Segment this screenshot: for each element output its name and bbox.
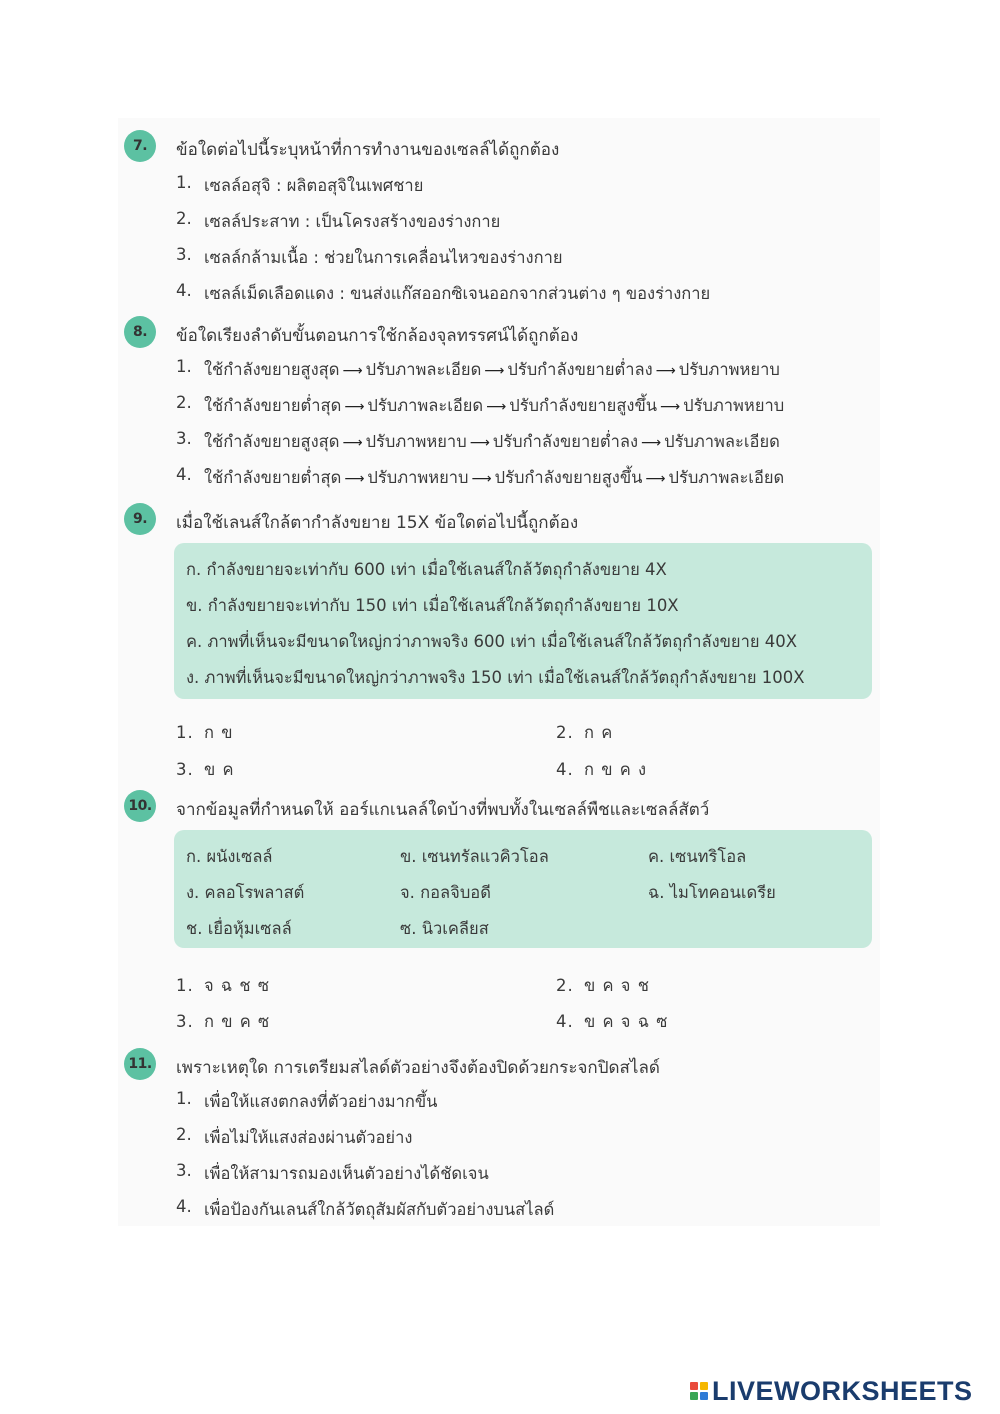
option[interactable]: 3. เซลล์กล้ามเนื้อ : ช่วยในการเคลื่อนไหวของร่างกาย	[176, 245, 563, 267]
option[interactable]: 3. ใช้กำลังขยายสูงสุด ⟶ ปรับภาพหยาบ ⟶ ปรับกำลังขยายต่ำลง ⟶ ปรับภาพละเอียด	[176, 429, 780, 451]
arrow-right-icon: ⟶	[641, 435, 662, 451]
question-text: จากข้อมูลที่กำหนดให้ ออร์แกเนลล์ใดบ้างที่พบทั้งในเซลล์พืชและเซลล์สัตว์	[176, 800, 710, 820]
arrow-right-icon: ⟶	[344, 471, 365, 487]
question-10	[124, 790, 884, 1040]
question-number-badge: 8.	[124, 316, 156, 348]
option[interactable]: 3. เพื่อให้สามารถมองเห็นตัวอย่างได้ชัดเจน	[176, 1161, 489, 1183]
option[interactable]: 4. เซลล์เม็ดเลือดแดง : ขนส่งแก๊สออกซิเจนออกจากส่วนต่าง ๆ ของร่างกาย	[176, 281, 711, 303]
answer-choice[interactable]: 2. ก ค	[556, 723, 614, 742]
option[interactable]: 4. ใช้กำลังขยายต่ำสุด ⟶ ปรับภาพหยาบ ⟶ ปรับกำลังขยายสูงขึ้น ⟶ ปรับภาพละเอียด	[176, 465, 785, 487]
option[interactable]: 2. เพื่อไม่ให้แสงส่องผ่านตัวอย่าง	[176, 1125, 413, 1147]
arrow-right-icon: ⟶	[342, 435, 363, 451]
question-number-badge: 7.	[124, 130, 156, 162]
question-11	[124, 1048, 884, 1224]
option[interactable]: 1. เซลล์อสุจิ : ผลิตอสุจิในเพศชาย	[176, 173, 424, 195]
organelle-item: ค. เซนทริโอล	[648, 847, 747, 866]
statements-box	[174, 543, 872, 699]
arrow-right-icon: ⟶	[660, 399, 681, 415]
answer-choice[interactable]: 4. ก ข ค ง	[556, 760, 648, 779]
option[interactable]: 4. เพื่อป้องกันเลนส์ใกล้วัตถุสัมผัสกับตัวอย่างบนสไลด์	[176, 1197, 555, 1219]
question-number-badge: 11.	[124, 1048, 156, 1080]
statement: ค. ภาพที่เห็นจะมีขนาดใหญ่กว่าภาพจริง 600 เท่า เมื่อใช้เลนส์ใกล้วัตถุกำลังขยาย 40X	[186, 632, 798, 651]
answer-choice[interactable]: 4. ข ค จ ฉ ซ	[556, 1012, 669, 1031]
arrow-right-icon: ⟶	[469, 435, 490, 451]
organelle-item: ก. ผนังเซลล์	[186, 847, 273, 866]
organelle-item: ซ. นิวเคลียส	[400, 919, 489, 938]
liveworksheets-logo[interactable]	[690, 1374, 973, 1408]
statement: ข. กำลังขยายจะเท่ากับ 150 เท่า เมื่อใช้เลนส์ใกล้วัตถุกำลังขยาย 10X	[186, 596, 679, 615]
arrow-right-icon: ⟶	[484, 363, 505, 379]
answer-choice[interactable]: 3. ก ข ค ซ	[176, 1012, 271, 1031]
organelle-item: ช. เยื่อหุ้มเซลล์	[186, 919, 292, 938]
question-number-badge: 9.	[124, 503, 156, 535]
logo-text: LIVEWORKSHEETS	[712, 1375, 973, 1406]
organelle-item: ง. คลอโรพลาสต์	[186, 883, 305, 902]
arrow-right-icon: ⟶	[342, 363, 363, 379]
question-8	[124, 316, 884, 492]
organelles-box	[174, 830, 872, 948]
question-text: เมื่อใช้เลนส์ใกล้ตากำลังขยาย 15X ข้อใดต่อไปนี้ถูกต้อง	[176, 513, 579, 533]
answer-choice[interactable]: 3. ข ค	[176, 760, 235, 779]
question-9	[124, 503, 884, 793]
question-number-badge: 10.	[124, 790, 156, 822]
arrow-right-icon: ⟶	[655, 363, 676, 379]
question-text: ข้อใดต่อไปนี้ระบุหน้าที่การทำงานของเซลล์ได้ถูกต้อง	[176, 140, 560, 160]
organelle-item: ข. เซนทรัลแวคิวโอล	[400, 847, 549, 866]
option[interactable]: 2. ใช้กำลังขยายต่ำสุด ⟶ ปรับภาพละเอียด ⟶ ปรับกำลังขยายสูงขึ้น ⟶ ปรับภาพหยาบ	[176, 393, 785, 415]
answer-choice[interactable]: 1. จ ฉ ช ซ	[176, 976, 271, 995]
organelle-item: จ. กอลจิบอดี	[400, 883, 491, 902]
question-text: เพราะเหตุใด การเตรียมสไลด์ตัวอย่างจึงต้องปิดด้วยกระจกปิดสไลด์	[176, 1058, 660, 1078]
statement: ก. กำลังขยายจะเท่ากับ 600 เท่า เมื่อใช้เลนส์ใกล้วัตถุกำลังขยาย 4X	[186, 560, 667, 579]
answer-choice[interactable]: 2. ข ค จ ช	[556, 976, 650, 995]
statement: ง. ภาพที่เห็นจะมีขนาดใหญ่กว่าภาพจริง 150 เท่า เมื่อใช้เลนส์ใกล้วัตถุกำลังขยาย 100X	[186, 668, 805, 687]
organelle-item: ฉ. ไมโทคอนเดรีย	[648, 883, 776, 902]
answer-choice[interactable]: 1. ก ข	[176, 723, 234, 742]
option[interactable]: 1. เพื่อให้แสงตกลงที่ตัวอย่างมากขึ้น	[176, 1089, 438, 1111]
question-text: ข้อใดเรียงลำดับขั้นตอนการใช้กล้องจุลทรรศน์ได้ถูกต้อง	[176, 326, 579, 346]
arrow-right-icon: ⟶	[344, 399, 365, 415]
option[interactable]: 2. เซลล์ประสาท : เป็นโครงสร้างของร่างกาย	[176, 209, 501, 231]
arrow-right-icon: ⟶	[645, 471, 666, 487]
arrow-right-icon: ⟶	[471, 471, 492, 487]
liveworksheets-logo-icon	[690, 1382, 708, 1400]
question-7	[124, 130, 884, 308]
option[interactable]: 1. ใช้กำลังขยายสูงสุด ⟶ ปรับภาพละเอียด ⟶ ปรับกำลังขยายต่ำลง ⟶ ปรับภาพหยาบ	[176, 357, 780, 379]
arrow-right-icon: ⟶	[486, 399, 507, 415]
